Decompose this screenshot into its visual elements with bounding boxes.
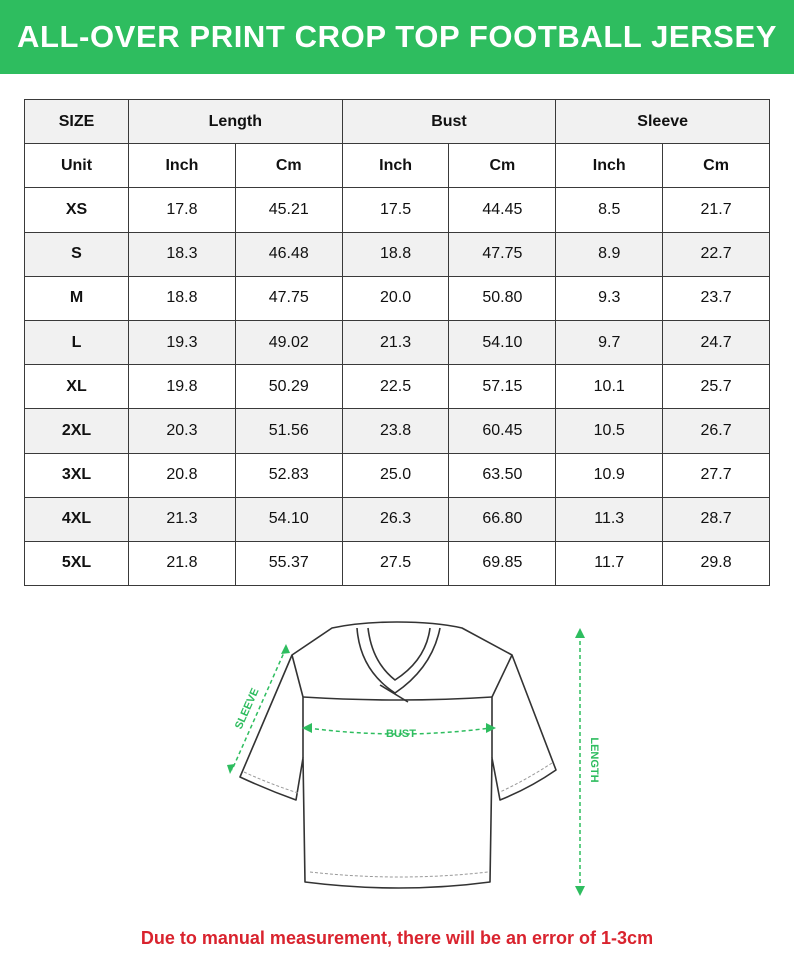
table-row [25,409,770,453]
measurement-cell: 23.7 [663,276,770,320]
measurement-cell: 47.75 [449,232,556,276]
measurement-cell: 21.7 [663,188,770,232]
measurement-cell: 26.7 [663,409,770,453]
table-row [25,232,770,276]
bust-label: BUST [386,728,416,740]
measurement-cell: 21.8 [129,541,236,585]
measurement-cell: 22.7 [663,232,770,276]
bust-group-header: Bust [342,100,556,144]
unit-header: Inch [556,144,663,188]
size-cell: XS [25,188,129,232]
measurement-cell: 21.3 [129,497,236,541]
sleeve-label: SLEEVE [232,686,262,732]
measurement-cell: 50.29 [235,365,342,409]
group-header-row [25,100,770,144]
measurement-cell: 69.85 [449,541,556,585]
measurement-cell: 18.3 [129,232,236,276]
measurement-cell: 27.5 [342,541,449,585]
measurement-cell: 28.7 [663,497,770,541]
header-banner [0,0,794,74]
measurement-cell: 47.75 [235,276,342,320]
table-row [25,453,770,497]
size-cell: XL [25,365,129,409]
measurement-cell: 50.80 [449,276,556,320]
sleeve-group-header: Sleeve [556,100,770,144]
measurement-cell: 22.5 [342,365,449,409]
unit-header: Inch [129,144,236,188]
measurement-cell: 17.5 [342,188,449,232]
measurement-cell: 57.15 [449,365,556,409]
measurement-cell: 20.8 [129,453,236,497]
measurement-cell: 66.80 [449,497,556,541]
measurement-note: Due to manual measurement, there will be an error of 1-3cm [140,928,654,948]
measurement-cell: 18.8 [342,232,449,276]
table-row [25,320,770,364]
measurement-cell: 55.37 [235,541,342,585]
measurement-cell: 11.7 [556,541,663,585]
table-row [25,497,770,541]
measurement-cell: 63.50 [449,453,556,497]
unit-label: Unit [25,144,129,188]
measurement-cell: 18.8 [129,276,236,320]
measurement-cell: 11.3 [556,497,663,541]
length-group-header: Length [129,100,343,144]
measurement-cell: 9.7 [556,320,663,364]
table-row [25,188,770,232]
size-cell: 4XL [25,497,129,541]
measurement-cell: 20.3 [129,409,236,453]
measurement-cell: 45.21 [235,188,342,232]
unit-header-row [25,144,770,188]
page-title: ALL-OVER PRINT CROP TOP FOOTBALL JERSEY [16,19,778,54]
measurement-cell: 20.0 [342,276,449,320]
jersey-diagram [0,610,794,910]
size-cell: L [25,320,129,364]
measurement-cell: 29.8 [663,541,770,585]
unit-header: Cm [663,144,770,188]
measurement-cell: 25.7 [663,365,770,409]
measurement-cell: 51.56 [235,409,342,453]
measurement-cell: 27.7 [663,453,770,497]
size-column-header: SIZE [25,100,129,144]
size-cell: 2XL [25,409,129,453]
measurement-cell: 10.5 [556,409,663,453]
measurement-cell: 54.10 [235,497,342,541]
table-row [25,276,770,320]
measurement-cell: 8.9 [556,232,663,276]
measurement-cell: 21.3 [342,320,449,364]
measurement-cell: 46.48 [235,232,342,276]
measurement-cell: 52.83 [235,453,342,497]
unit-header: Inch [342,144,449,188]
measurement-cell: 23.8 [342,409,449,453]
measurement-cell: 25.0 [342,453,449,497]
measurement-cell: 10.1 [556,365,663,409]
measurement-cell: 19.3 [129,320,236,364]
measurement-cell: 17.8 [129,188,236,232]
length-label: LENGTH [588,737,600,783]
measurement-cell: 24.7 [663,320,770,364]
measurement-cell: 60.45 [449,409,556,453]
measurement-cell: 26.3 [342,497,449,541]
jersey-outline-icon [240,622,556,888]
measurement-cell: 49.02 [235,320,342,364]
size-cell: M [25,276,129,320]
size-cell: S [25,232,129,276]
measurement-cell: 19.8 [129,365,236,409]
size-chart-table [24,99,770,586]
size-cell: 5XL [25,541,129,585]
measurement-cell: 54.10 [449,320,556,364]
unit-header: Cm [449,144,556,188]
table-row [25,365,770,409]
measurement-cell: 44.45 [449,188,556,232]
measurement-cell: 8.5 [556,188,663,232]
table-row [25,541,770,585]
unit-header: Cm [235,144,342,188]
measurement-cell: 10.9 [556,453,663,497]
size-cell: 3XL [25,453,129,497]
measurement-cell: 9.3 [556,276,663,320]
